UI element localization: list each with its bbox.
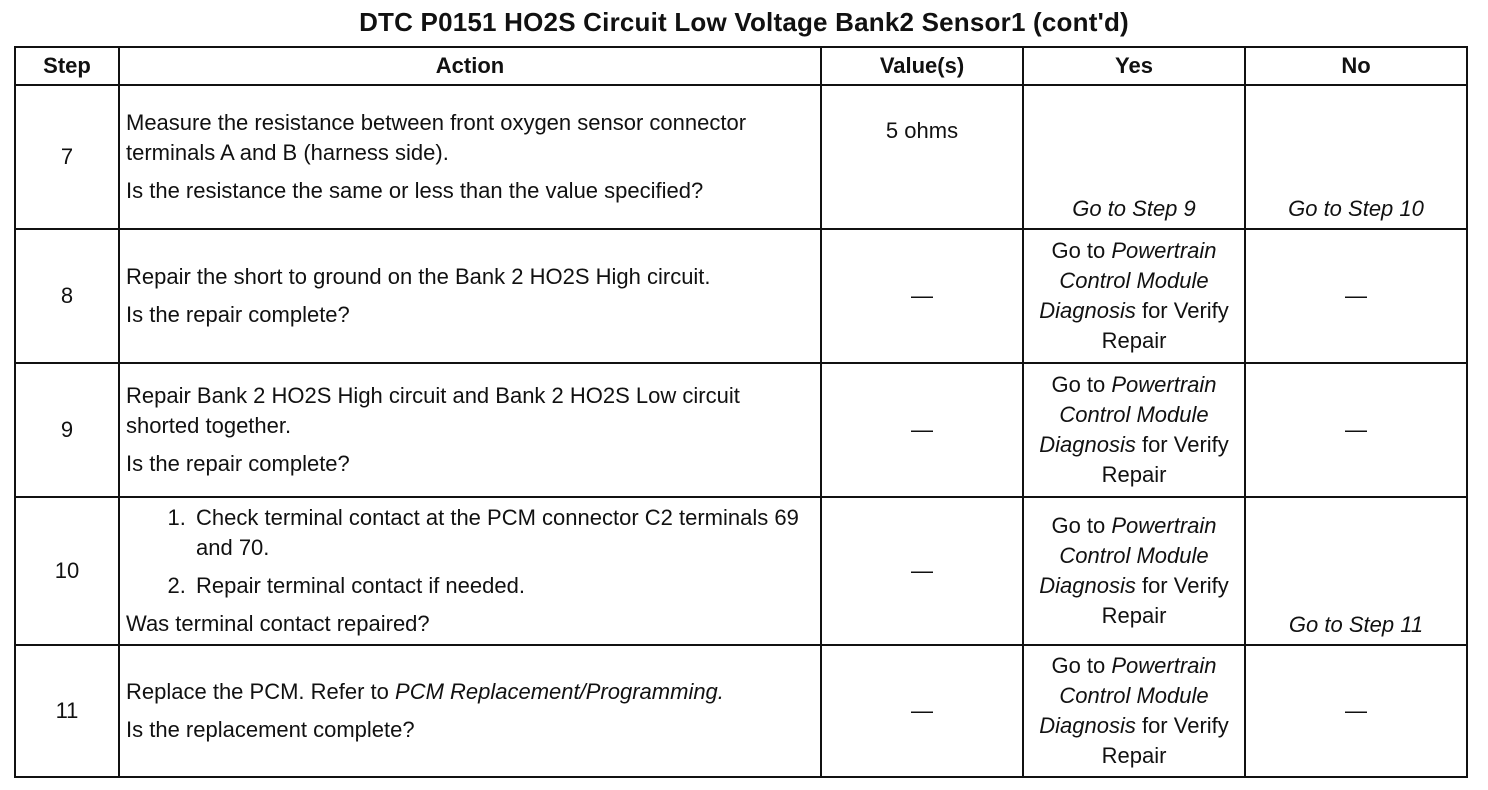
empty-value-dash: — bbox=[911, 283, 933, 308]
action-text-prefix: Replace the PCM. Refer to bbox=[126, 679, 396, 704]
no-cell: Go to Step 10 bbox=[1245, 85, 1467, 229]
yes-cell bbox=[1023, 497, 1245, 645]
no-cell: — bbox=[1245, 229, 1467, 363]
action-instruction bbox=[126, 677, 814, 707]
yes-text-suffix: for Verify Repair bbox=[1101, 432, 1229, 487]
no-cell: — bbox=[1245, 363, 1467, 497]
action-reference-title: PCM Replacement/Programming. bbox=[395, 679, 724, 704]
step-number: 10 bbox=[15, 497, 119, 645]
value-cell bbox=[821, 363, 1023, 497]
empty-value-dash: — bbox=[911, 558, 933, 583]
table-row bbox=[15, 363, 1467, 497]
yes-cell bbox=[1023, 645, 1245, 777]
column-header-values: Value(s) bbox=[821, 47, 1023, 85]
step-number: 7 bbox=[15, 85, 119, 229]
diagnostic-table bbox=[14, 46, 1468, 778]
yes-cell bbox=[1023, 363, 1245, 497]
yes-reference-title: Powertrain Control Module Diagnosis bbox=[1039, 372, 1217, 457]
empty-value-dash: — bbox=[911, 698, 933, 723]
action-question: Is the repair complete? bbox=[126, 302, 350, 327]
table-row bbox=[15, 497, 1467, 645]
table-row bbox=[15, 229, 1467, 363]
action-instruction: Repair Bank 2 HO2S High circuit and Bank 2 HO2S Low circuit shorted together. bbox=[126, 383, 740, 438]
value-cell bbox=[821, 497, 1023, 645]
action-cell bbox=[119, 85, 821, 229]
action-numbered-list bbox=[126, 503, 814, 601]
yes-text-prefix: Go to bbox=[1051, 238, 1112, 263]
header-row bbox=[15, 47, 1467, 85]
yes-reference-title: Powertrain Control Module Diagnosis bbox=[1039, 653, 1217, 738]
value-cell: 5 ohms bbox=[821, 85, 1023, 229]
action-cell bbox=[119, 497, 821, 645]
action-question: Is the repair complete? bbox=[126, 451, 350, 476]
column-header-yes: Yes bbox=[1023, 47, 1245, 85]
yes-text-prefix: Go to bbox=[1051, 513, 1112, 538]
yes-text-prefix: Go to bbox=[1051, 653, 1112, 678]
table-row bbox=[15, 85, 1467, 229]
yes-reference-title: Powertrain Control Module Diagnosis bbox=[1039, 238, 1217, 323]
action-instruction: Measure the resistance between front oxygen sensor connector terminals A and B (harness side). bbox=[126, 110, 747, 165]
action-question: Is the replacement complete? bbox=[126, 717, 415, 742]
yes-cell bbox=[1023, 229, 1245, 363]
table-row bbox=[15, 645, 1467, 777]
empty-value-dash: — bbox=[911, 417, 933, 442]
step-number: 11 bbox=[15, 645, 119, 777]
yes-text-suffix: for Verify Repair bbox=[1101, 298, 1229, 353]
column-header-step: Step bbox=[15, 47, 119, 85]
column-header-no: No bbox=[1245, 47, 1467, 85]
action-instruction: Repair the short to ground on the Bank 2 HO2S High circuit. bbox=[126, 264, 711, 289]
value-cell bbox=[821, 229, 1023, 363]
yes-text-suffix: for Verify Repair bbox=[1101, 573, 1229, 628]
yes-text-prefix: Go to bbox=[1051, 372, 1112, 397]
value-cell bbox=[821, 645, 1023, 777]
step-number: 8 bbox=[15, 229, 119, 363]
no-cell: — bbox=[1245, 645, 1467, 777]
action-question: Was terminal contact repaired? bbox=[126, 611, 430, 636]
action-cell bbox=[119, 645, 821, 777]
action-list-item: 2. Repair terminal contact if needed. bbox=[192, 571, 814, 601]
action-question: Is the resistance the same or less than the value specified? bbox=[126, 178, 704, 203]
yes-text-suffix: for Verify Repair bbox=[1101, 713, 1229, 768]
action-list-item: 1. Check terminal contact at the PCM connector C2 terminals 69 and 70. bbox=[192, 503, 814, 563]
action-cell bbox=[119, 229, 821, 363]
yes-cell: Go to Step 9 bbox=[1023, 85, 1245, 229]
column-header-action: Action bbox=[119, 47, 821, 85]
action-cell bbox=[119, 363, 821, 497]
step-number: 9 bbox=[15, 363, 119, 497]
yes-reference-title: Powertrain Control Module Diagnosis bbox=[1039, 513, 1217, 598]
no-cell: Go to Step 11 bbox=[1245, 497, 1467, 645]
page-title: DTC P0151 HO2S Circuit Low Voltage Bank2 Sensor1 (cont'd) bbox=[359, 7, 1129, 37]
